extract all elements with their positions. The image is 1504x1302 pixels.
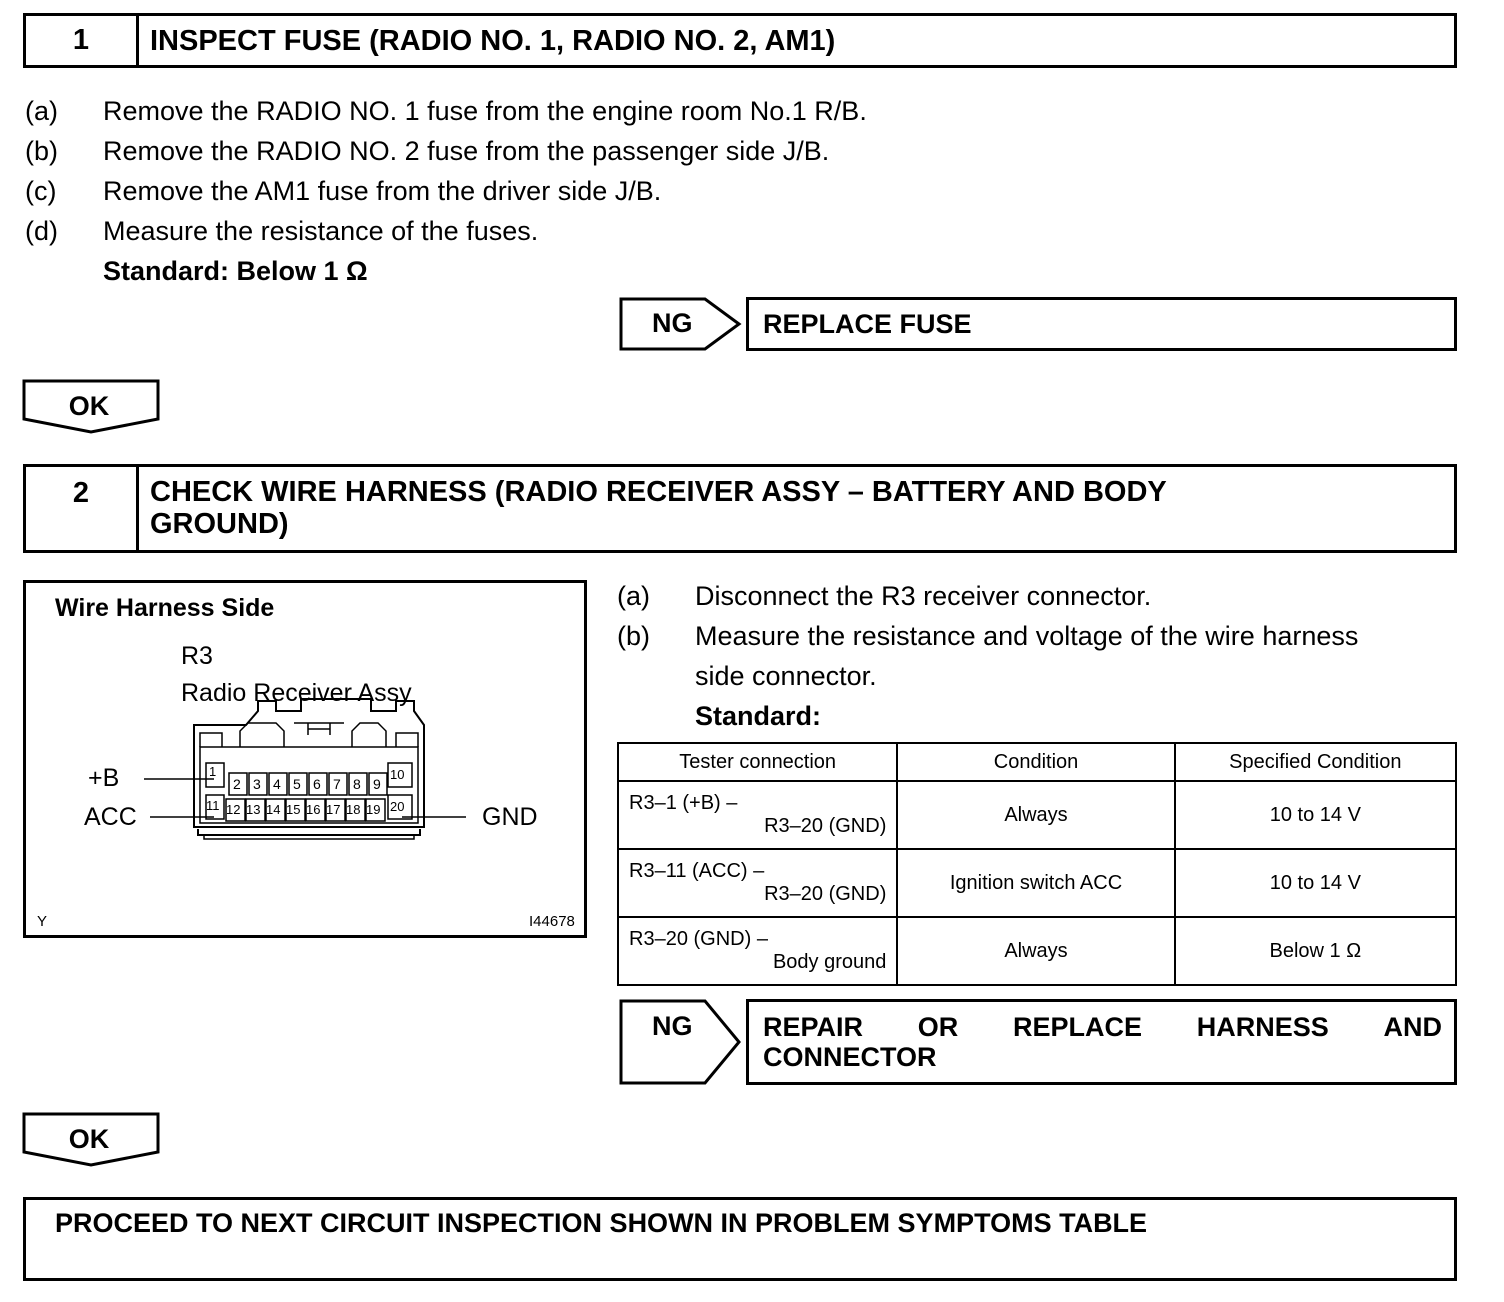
ng-action-line2: CONNECTOR bbox=[763, 1042, 937, 1072]
pin-number: 10 bbox=[390, 767, 405, 782]
figure-heading: Wire Harness Side bbox=[55, 594, 275, 622]
pin-number: 5 bbox=[293, 776, 301, 792]
pin-number: 1 bbox=[209, 764, 217, 779]
item-text: Measure the resistance and voltage of the wire harness bbox=[695, 621, 1359, 651]
item-text: Measure the resistance of the fuses. bbox=[103, 216, 539, 246]
pin-number: 8 bbox=[353, 776, 361, 792]
step-2-item-b-continued: side connector. bbox=[695, 661, 877, 691]
table-header: Condition bbox=[897, 743, 1174, 781]
step-2-standard: Standard: bbox=[695, 701, 822, 731]
step-2-header bbox=[23, 464, 1457, 553]
table-row bbox=[618, 917, 1456, 985]
step-2-ng-label: NG bbox=[652, 1011, 693, 1041]
tester-connection-cell bbox=[618, 781, 897, 849]
condition-cell: Ignition switch ACC bbox=[897, 849, 1174, 917]
step-1-standard: Standard: Below 1 Ω bbox=[103, 256, 368, 286]
step-2-ng-action[interactable] bbox=[746, 999, 1457, 1085]
tester-connection-cell bbox=[618, 849, 897, 917]
tester-connection-cell bbox=[618, 917, 897, 985]
spec-cell: Below 1 Ω bbox=[1175, 917, 1456, 985]
tester-connection-from: R3–20 (GND) – bbox=[629, 928, 768, 950]
tester-connection-from: R3–1 (+B) – bbox=[629, 792, 738, 814]
step-2-title bbox=[150, 476, 1444, 540]
step-2-number: 2 bbox=[26, 467, 139, 550]
connector-id: R3 bbox=[181, 642, 213, 670]
item-letter: (d) bbox=[25, 216, 58, 246]
pin-number: 16 bbox=[306, 802, 321, 817]
spec-table bbox=[617, 742, 1457, 986]
table-header: Specified Condition bbox=[1175, 743, 1456, 781]
item-letter: (c) bbox=[25, 176, 57, 206]
step-1-title: INSPECT FUSE (RADIO NO. 1, RADIO NO. 2, AM1) bbox=[150, 25, 836, 57]
final-action-box[interactable] bbox=[23, 1197, 1457, 1281]
item-text: Remove the RADIO NO. 2 fuse from the passenger side J/B. bbox=[103, 136, 830, 166]
pin-number: 19 bbox=[366, 802, 381, 817]
connector-figure bbox=[23, 580, 587, 938]
pin-number: 4 bbox=[273, 776, 281, 792]
figure-corner-right: I44678 bbox=[529, 913, 575, 930]
ng-action-word: REPAIR bbox=[763, 1012, 864, 1042]
pin-number: 11 bbox=[206, 798, 220, 813]
table-row bbox=[618, 849, 1456, 917]
pin-number: 13 bbox=[246, 802, 261, 817]
pin-number: 6 bbox=[313, 776, 321, 792]
pin-number: 15 bbox=[286, 802, 301, 817]
ng-action-word: OR bbox=[917, 1012, 959, 1042]
tester-connection-to: R3–20 (GND) bbox=[764, 883, 887, 905]
item-letter: (a) bbox=[25, 96, 58, 126]
item-letter: (b) bbox=[25, 136, 58, 166]
tester-connection-from: R3–11 (ACC) – bbox=[629, 860, 765, 882]
pin-number: 20 bbox=[390, 799, 405, 814]
label-acc: ACC bbox=[84, 803, 137, 831]
ng-action-word: REPLACE bbox=[1012, 1012, 1142, 1042]
connector-name: Radio Receiver Assy bbox=[181, 679, 412, 707]
item-letter: (a) bbox=[617, 581, 650, 611]
table-row bbox=[618, 781, 1456, 849]
tester-connection-to: R3–20 (GND) bbox=[764, 815, 887, 837]
step-1-header bbox=[23, 13, 1457, 68]
step-2-title-line2: GROUND) bbox=[150, 508, 289, 540]
step-1-ng-action[interactable] bbox=[746, 297, 1457, 351]
connector-diagram bbox=[26, 583, 584, 935]
pin-number: 18 bbox=[346, 802, 361, 817]
table-header-row bbox=[618, 743, 1456, 781]
step-2-title-line1: CHECK WIRE HARNESS (RADIO RECEIVER ASSY – BATTERY AND BODY bbox=[150, 476, 1167, 508]
step-1-number: 1 bbox=[26, 16, 139, 65]
spec-cell: 10 to 14 V bbox=[1175, 849, 1456, 917]
step-2-ok-label: OK bbox=[68, 1124, 110, 1154]
item-letter: (b) bbox=[617, 621, 650, 651]
pin-number: 12 bbox=[226, 802, 241, 817]
step-1-ok-label: OK bbox=[68, 391, 110, 421]
step-1-ng-label: NG bbox=[652, 308, 693, 338]
item-text: Remove the RADIO NO. 1 fuse from the engine room No.1 R/B. bbox=[103, 96, 867, 126]
pin-number: 7 bbox=[333, 776, 341, 792]
label-gnd: GND bbox=[482, 803, 538, 831]
item-text: Remove the AM1 fuse from the driver side J/B. bbox=[103, 176, 662, 206]
ng-action-word: AND bbox=[1383, 1012, 1442, 1042]
pin-number: 14 bbox=[266, 802, 281, 817]
item-text: Disconnect the R3 receiver connector. bbox=[695, 581, 1152, 611]
ng-action-line1 bbox=[763, 1012, 1442, 1042]
pin-number: 9 bbox=[373, 776, 381, 792]
ng-action-word: HARNESS bbox=[1196, 1012, 1329, 1042]
pin-number: 3 bbox=[253, 776, 261, 792]
label-plus-b: +B bbox=[88, 764, 120, 792]
table-header: Tester connection bbox=[618, 743, 897, 781]
pin-number: 2 bbox=[233, 776, 241, 792]
condition-cell: Always bbox=[897, 917, 1174, 985]
figure-corner-left: Y bbox=[37, 913, 48, 930]
ng-action-text: REPLACE FUSE bbox=[763, 309, 972, 339]
pin-number: 17 bbox=[326, 802, 341, 817]
tester-connection-to: Body ground bbox=[772, 951, 887, 973]
condition-cell: Always bbox=[897, 781, 1174, 849]
spec-cell: 10 to 14 V bbox=[1175, 781, 1456, 849]
final-action-text: PROCEED TO NEXT CIRCUIT INSPECTION SHOWN IN PROBLEM SYMPTOMS TABLE bbox=[55, 1208, 1148, 1238]
